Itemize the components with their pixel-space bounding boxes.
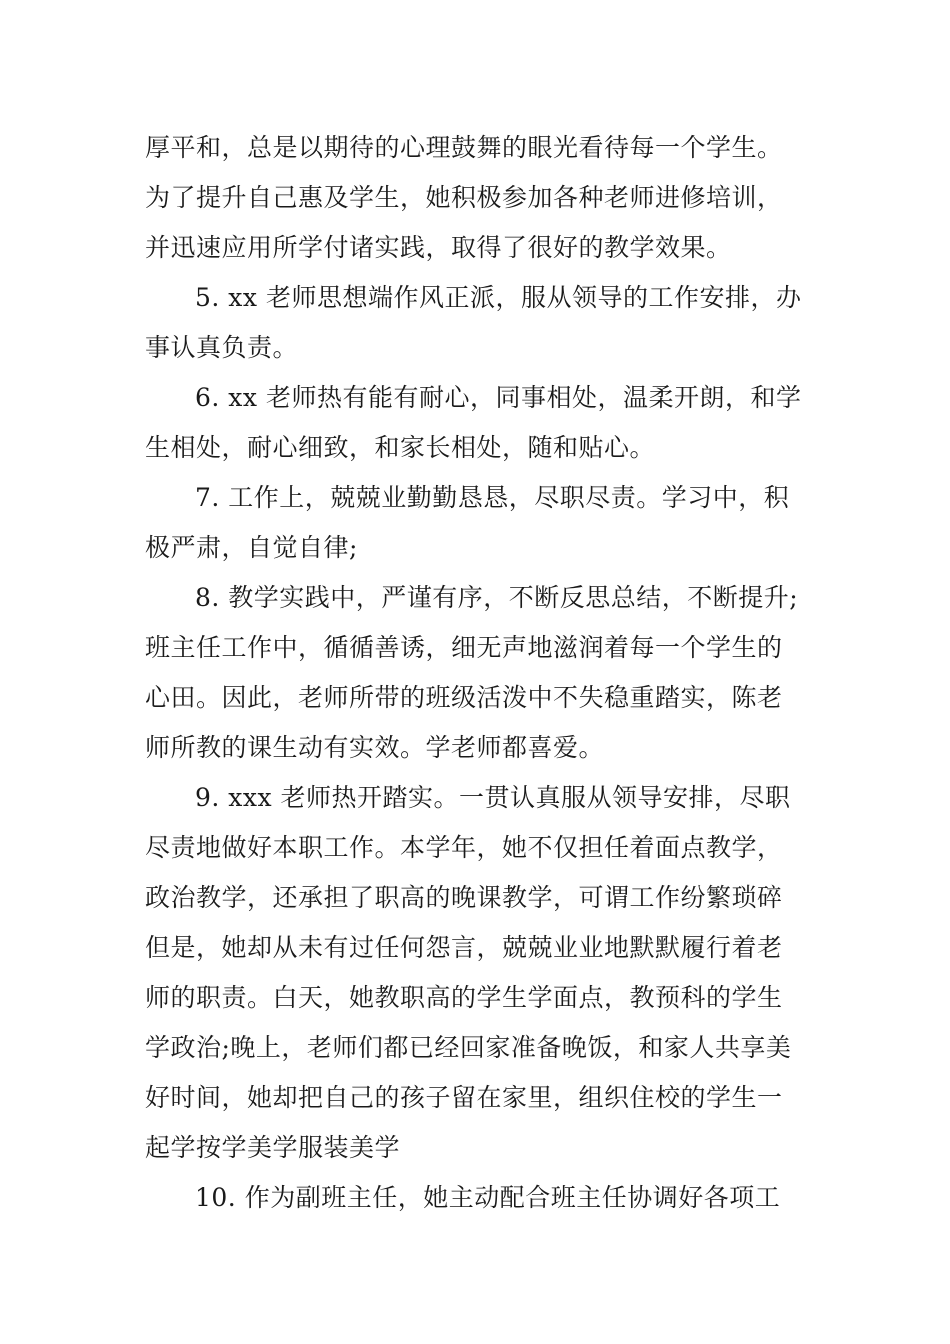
text-line: 6. xx 老师热有能有耐心，同事相处，温柔开朗，和学: [195, 383, 802, 412]
text-line: 生相处，耐心细致，和家长相处，随和贴心。: [145, 433, 656, 462]
text-line: 师的职责。白天，她教职高的学生学面点，教预科的学生: [145, 983, 783, 1012]
text-line: 5. xx 老师思想端作风正派，服从领导的工作安排，办: [195, 283, 802, 312]
text-line: 为了提升自己惠及学生，她积极参加各种老师进修培训，: [145, 183, 783, 212]
text-line: 学政治;晚上，老师们都已经回家准备晚饭，和家人共享美: [145, 1033, 792, 1062]
text-line: 政治教学，还承担了职高的晚课教学，可谓工作纷繁琐碎: [145, 883, 783, 912]
text-line: 7. 工作上，兢兢业勤勤恳恳，尽职尽责。学习中，积: [195, 483, 790, 512]
text-line: 并迅速应用所学付诸实践，取得了很好的教学效果。: [145, 233, 732, 262]
text-line: 8. 教学实践中，严谨有序，不断反思总结，不断提升;: [195, 583, 799, 612]
text-line: 起学按学美学服装美学: [145, 1133, 401, 1162]
text-line: 9. xxx 老师热开踏实。一贯认真服从领导安排，尽职: [195, 783, 791, 812]
text-line: 厚平和，总是以期待的心理鼓舞的眼光看待每一个学生。: [145, 133, 783, 162]
text-line: 班主任工作中，循循善诱，细无声地滋润着每一个学生的: [145, 633, 783, 662]
text-line: 但是，她却从未有过任何怨言，兢兢业业地默默履行着老: [145, 933, 783, 962]
text-line: 尽责地做好本职工作。本学年，她不仅担任着面点教学，: [145, 833, 783, 862]
text-line: 师所教的课生动有实效。学老师都喜爱。: [145, 733, 605, 762]
text-line: 事认真负责。: [145, 333, 299, 362]
text-line: 极严肃，自觉自律;: [145, 533, 358, 562]
text-line: 10. 作为副班主任，她主动配合班主任协调好各项工: [195, 1183, 781, 1212]
text-line: 心田。因此，老师所带的班级活泼中不失稳重踏实，陈老: [145, 683, 783, 712]
text-line: 好时间，她却把自己的孩子留在家里，组织住校的学生一: [145, 1083, 783, 1112]
